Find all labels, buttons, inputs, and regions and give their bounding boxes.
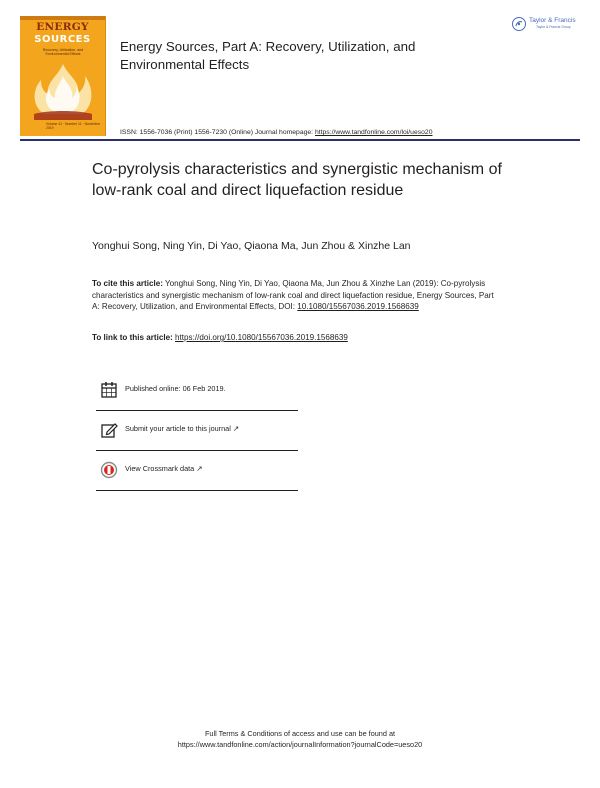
journal-cover-image [20, 16, 106, 136]
submit-article-label: Submit your article to this journal [125, 424, 231, 433]
article-title: Co-pyrolysis characteristics and synergistic mechanism of low-rank coal and direct liquefaction residue [92, 161, 502, 199]
row-divider [96, 450, 298, 451]
publisher-logo[interactable] [512, 16, 584, 36]
submit-article-link[interactable] [125, 424, 239, 433]
crossmark-link[interactable] [125, 464, 202, 473]
cover-title-line1: ENERGY [36, 21, 89, 33]
issn-text: ISSN: 1556-7036 (Print) 1556-7230 (Online) Journal homepage: [120, 129, 315, 136]
cover-flame-graphic [28, 62, 98, 120]
external-link-icon: ↗ [232, 424, 240, 433]
footer [0, 728, 600, 750]
publisher-tagline: Taylor & Francis Group [536, 25, 571, 29]
crossmark-row[interactable] [96, 458, 298, 488]
row-divider [96, 490, 298, 491]
publisher-name: Taylor & Francis [529, 17, 576, 24]
link-label: To link to this article: [92, 333, 176, 342]
journal-title: Energy Sources, Part A: Recovery, Utilization, and Environmental Effects [120, 39, 416, 72]
header-divider [20, 139, 580, 141]
published-online-date: Published online: 06 Feb 2019. [125, 384, 226, 393]
footer-terms-text: Full Terms & Conditions of access and use can be found at [204, 729, 396, 738]
calendar-icon [100, 381, 118, 399]
cover-top-strip [20, 16, 105, 20]
journal-homepage-link[interactable]: https://www.tandfonline.com/loi/ueso20 [314, 129, 433, 136]
cover-volume-info: Volume 41 · Number 11 · November 2019 [46, 122, 101, 130]
article-link-line [92, 333, 348, 342]
citation-block [92, 278, 502, 313]
row-divider [96, 410, 298, 411]
cite-text: Yonghui Song, Ning Yin, Di Yao, Qiaona Ma, Jun Zhou & Xinzhe Lan (2019): Co-pyrolysis characteristics and synergistic mechanism of low-rank coal and direct liquefaction residue, Energy Sources, Part A: Recovery, Utilization, and Environmental Effects, DOI: [92, 279, 494, 311]
published-online-row [96, 378, 298, 408]
issn-line [120, 129, 432, 136]
doi-link[interactable]: 10.1080/15567036.2019.1568639 [297, 302, 419, 311]
crossmark-icon [100, 461, 118, 479]
publisher-logo-icon [512, 17, 526, 31]
article-authors: Yonghui Song, Ning Yin, Di Yao, Qiaona Ma, Jun Zhou & Xinzhe Lan [92, 240, 411, 252]
crossmark-label: View Crossmark data [125, 464, 195, 473]
submit-article-row[interactable] [96, 418, 298, 448]
external-link-icon: ↗ [196, 464, 203, 473]
article-doi-url[interactable]: https://doi.org/10.1080/15567036.2019.1568639 [175, 333, 348, 342]
edit-icon [100, 421, 118, 439]
cover-title-line2: SOURCES [34, 34, 91, 45]
cite-label: To cite this article: [92, 279, 163, 288]
cover-subtitle: Recovery, Utilization, and Environmental Effects [42, 48, 84, 57]
footer-terms-link[interactable]: https://www.tandfonline.com/action/journalInformation?journalCode=ueso20 [177, 740, 423, 749]
